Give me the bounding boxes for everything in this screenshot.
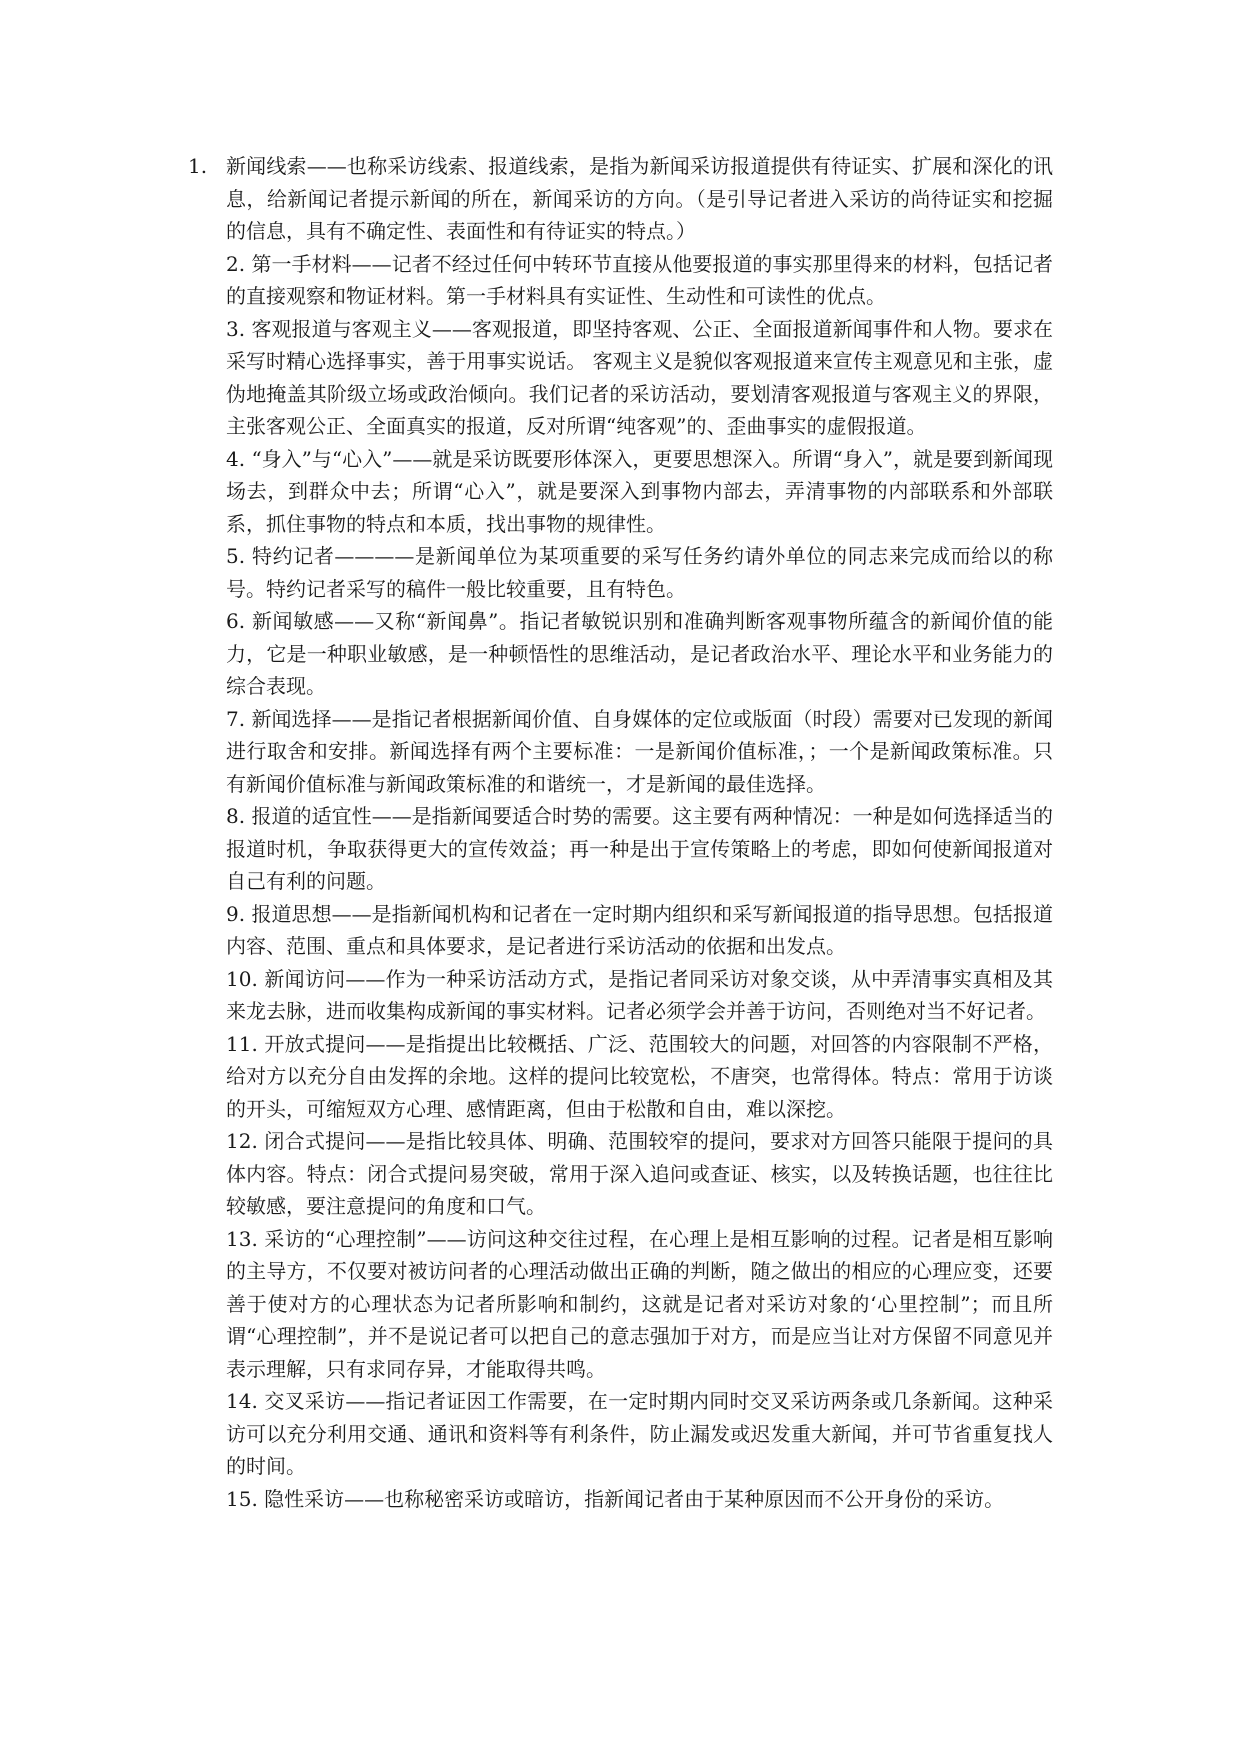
entry-8-text: 8. 报道的适宜性——是指新闻要适合时势的需要。这主要有两种情况：一种是如何选择适当的报道时机，争取获得更大的宣传效益；再一种是出于宣传策略上的考虑，即如何使新闻报道对自己有利的问题。 (226, 804, 1053, 893)
entry-3-text: 3. 客观报道与客观主义——客观报道，即坚持客观、公正、全面报道新闻事件和人物。要求在采写时精心选择事实，善于用事实说话。 客观主义是貌似客观报道来宣传主观意见和主张，虚伪地掩盖其阶级立场或政治倾向。我们记者的采访活动，要划清客观报道与客观主义的界限，主张客观公正、全面真实的报道，反对所谓“纯客观”的、歪曲事实的虚假报道。 (226, 316, 1053, 438)
entry-10-text: 10. 新闻访问——作为一种采访活动方式，是指记者同采访对象交谈，从中弄清事实真相及其来龙去脉，进而收集构成新闻的事实材料。记者必须学会并善于访问，否则绝对当不好记者。 (226, 966, 1053, 1023)
entry-7-text: 7. 新闻选择——是指记者根据新闻价值、自身媒体的定位或版面（时段）需要对已发现的新闻进行取舍和安排。新闻选择有两个主要标准：一是新闻价值标准，；一个是新闻政策标准。只有新闻价值标准与新闻政策标准的和谐统一，才是新闻的最佳选择。 (226, 706, 1053, 796)
entry-5 (188, 540, 1053, 605)
entry-12 (188, 1125, 1053, 1223)
entry-6-text: 6. 新闻敏感——又称“新闻鼻”。指记者敏锐识别和准确判断客观事物所蕴含的新闻价值的能力，它是一种职业敏感，是一种顿悟性的思维活动，是记者政治水平、理论水平和业务能力的综合表现。 (226, 609, 1053, 698)
entry-1-number: 1. (188, 154, 208, 178)
entry-3 (188, 313, 1053, 443)
entry-1-text: 新闻线索——也称采访线索、报道线索，是指为新闻采访报道提供有待证实、扩展和深化的讯息，给新闻记者提示新闻的所在，新闻采访的方向。（是引导记者进入采访的尚待证实和挖掘的信息，具有不确定性、表面性和有待证实的特点。） (226, 154, 1053, 243)
entry-11 (188, 1028, 1053, 1126)
document-body (188, 150, 1053, 1515)
entry-4-text: 4. “身入”与“心入”——就是采访既要形体深入，更要思想深入。所谓“身入”，就是要到新闻现场去，到群众中去；所谓“心入”，就是要深入到事物内部去，弄清事物的内部联系和外部联系，抓住事物的特点和本质，找出事物的规律性。 (226, 446, 1053, 536)
entry-15-text: 15. 隐性采访——也称秘密采访或暗访，指新闻记者由于某种原因而不公开身份的采访。 (226, 1486, 1005, 1511)
entry-11-text: 11. 开放式提问——是指提出比较概括、广泛、范围较大的问题，对回答的内容限制不严格，给对方以充分自由发挥的余地。这样的提问比较宽松，不唐突，也常得体。特点：常用于访谈的开头，可缩短双方心理、感情距离，但由于松散和自由，难以深挖。 (226, 1031, 1053, 1121)
entry-9-text: 9. 报道思想——是指新闻机构和记者在一定时期内组织和采写新闻报道的指导思想。包括报道内容、范围、重点和具体要求，是记者进行采访活动的依据和出发点。 (226, 901, 1053, 958)
entry-9 (188, 898, 1053, 963)
entry-8 (188, 800, 1053, 898)
entry-14 (188, 1385, 1053, 1483)
entry-2 (188, 248, 1053, 313)
entry-12-text: 12. 闭合式提问——是指比较具体、明确、范围较窄的提问，要求对方回答只能限于提问的具体内容。特点：闭合式提问易突破，常用于深入追问或查证、核实，以及转换话题，也往往比较敏感，要注意提问的角度和口气。 (226, 1129, 1053, 1218)
entry-7 (188, 703, 1053, 801)
entry-4 (188, 443, 1053, 541)
entry-15 (188, 1483, 1053, 1516)
entry-5-text: 5. 特约记者————是新闻单位为某项重要的采写任务约请外单位的同志来完成而给以的称号。特约记者采写的稿件一般比较重要，且有特色。 (226, 544, 1053, 601)
entry-13-text: 13. 采访的“心理控制”——访问这种交往过程，在心理上是相互影响的过程。记者是相互影响的主导方，不仅要对被访问者的心理活动做出正确的判断，随之做出的相应的心理应变，还要善于使对方的心理状态为记者所影响和制约，这就是记者对采访对象的‘心里控制”；而且所谓“心理控制”，并不是说记者可以把自己的意志强加于对方，而是应当让对方保留不同意见并表示理解，只有求同存异，才能取得共鸣。 (226, 1226, 1053, 1381)
entry-6 (188, 605, 1053, 703)
entry-10 (188, 963, 1053, 1028)
entry-1 (188, 150, 1053, 248)
entry-14-text: 14. 交叉采访——指记者证因工作需要，在一定时期内同时交叉采访两条或几条新闻。这种采访可以充分利用交通、通讯和资料等有利条件，防止漏发或迟发重大新闻，并可节省重复找人的时间。 (226, 1389, 1053, 1478)
entry-13 (188, 1223, 1053, 1386)
entry-2-text: 2. 第一手材料——记者不经过任何中转环节直接从他要报道的事实那里得来的材料，包括记者的直接观察和物证材料。第一手材料具有实证性、生动性和可读性的优点。 (226, 251, 1053, 308)
